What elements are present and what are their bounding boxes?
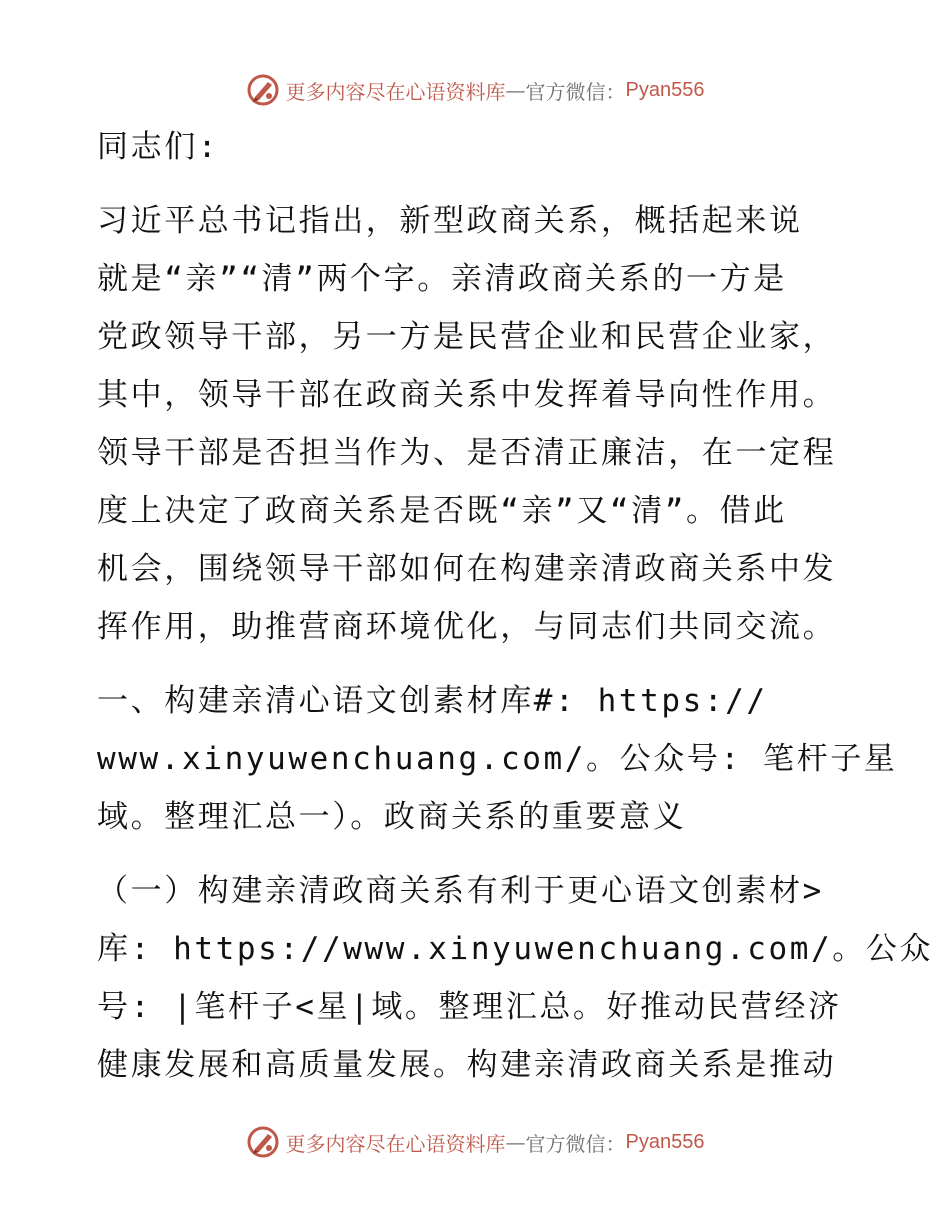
header-watermark: [0, 70, 950, 110]
heading-line: www.xinyuwenchuang.com/。公众号: 笔杆子星: [97, 741, 898, 777]
footer-watermark: [0, 1122, 950, 1162]
subheading-line: 号: |笔杆子<星|域。整理汇总。好推动民营经济: [97, 989, 842, 1025]
paragraph-line: 党政领导干部，另一方是民营企业和民营企业家，: [97, 319, 837, 355]
paragraph-line: 习近平总书记指出，新型政商关系，概括起来说: [97, 203, 803, 239]
watermark-site-text: 更多内容尽在心语资料库: [285, 79, 506, 104]
paragraph-line: 领导干部是否担当作为、是否清正廉洁，在一定程: [97, 435, 837, 471]
paragraph-line: 就是“亲”“清”两个字。亲清政商关系的一方是: [97, 261, 787, 297]
watermark-wechat-id: Pyan556: [625, 1130, 705, 1153]
subheading-line: 库: https://www.xinyuwenchuang.com/。公众: [97, 931, 934, 967]
pen-logo-icon: [246, 1125, 280, 1159]
pen-logo-icon: [246, 73, 280, 107]
watermark-dash: —: [505, 1130, 526, 1154]
paragraph-line: 机会，围绕领导干部如何在构建亲清政商关系中发: [97, 551, 837, 587]
paragraph-line: 其中，领导干部在政商关系中发挥着导向性作用。: [97, 377, 837, 413]
paragraph-line: 挥作用，助推营商环境优化，与同志们共同交流。: [97, 609, 837, 645]
heading-line: 一、构建亲清心语文创素材库#: https://: [97, 683, 768, 719]
subheading-line: （一）构建亲清政商关系有利于更心语文创素材>: [97, 873, 824, 909]
section-heading-1-1: [97, 862, 934, 1094]
watermark-wechat-id: Pyan556: [625, 78, 705, 101]
watermark-official-label: 官方微信：: [525, 1131, 626, 1156]
document-body: [97, 118, 934, 1094]
watermark-dash: —: [505, 78, 526, 102]
watermark-site-text: 更多内容尽在心语资料库: [285, 1131, 506, 1156]
heading-line: 域。整理汇总一）。政商关系的重要意义: [97, 799, 687, 835]
section-heading-1: [97, 672, 898, 846]
salutation: 同志们:: [97, 129, 220, 165]
subheading-line: 健康发展和高质量发展。构建亲清政商关系是推动: [97, 1047, 837, 1083]
paragraph-intro: [97, 192, 857, 656]
watermark-official-label: 官方微信：: [525, 79, 626, 104]
paragraph-line: 度上决定了政商关系是否既“亲”又“清”。借此: [97, 493, 787, 529]
